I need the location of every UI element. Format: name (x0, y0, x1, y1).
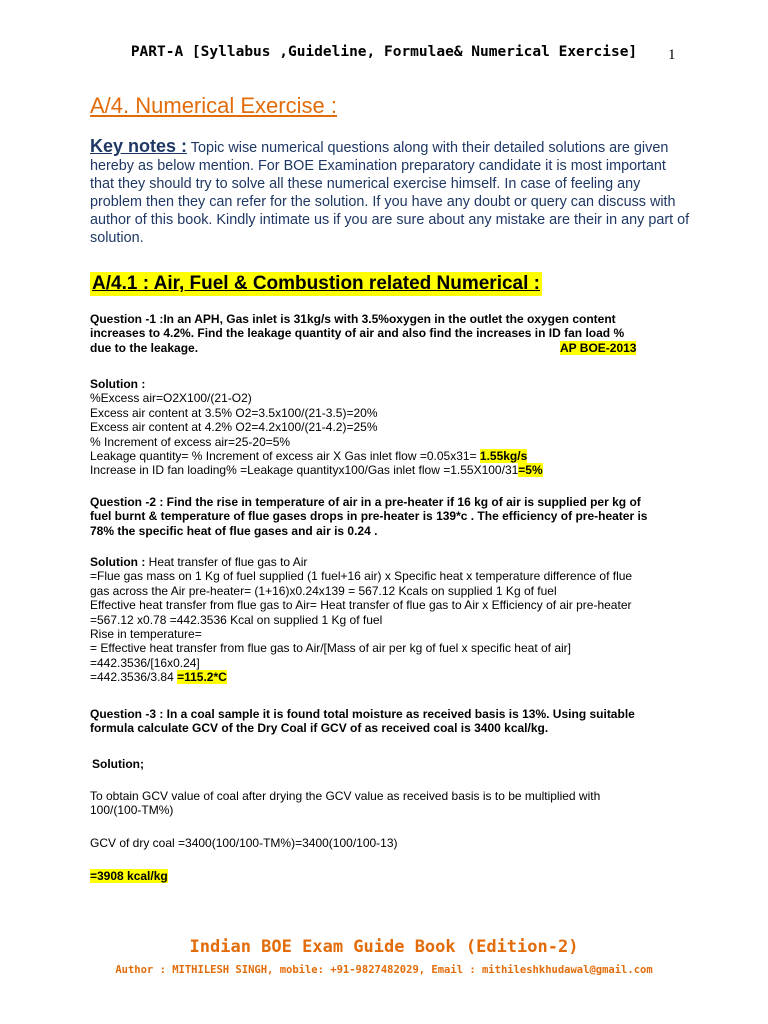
question-1-line: Question -1 :In an APH, Gas inlet is 31kg/s with 3.5%oxygen in the outlet the oxygen content (90, 312, 616, 326)
solution-2-first-line (90, 555, 690, 569)
solution-3-line: To obtain GCV value of coal after drying the GCV value as received basis is to be multiplied with (90, 789, 601, 803)
solution-2-line: Rise in temperature= (90, 627, 202, 642)
solution-2 (90, 555, 690, 685)
solution-3-gcv-line: GCV of dry coal =3400(100/100-TM%)=3400(100/100-13) (90, 836, 398, 850)
question-2 (90, 495, 690, 538)
solution-3-answer: =3908 kcal/kg (90, 869, 168, 883)
solution-2-line: =567.12 x0.78 =442.3536 Kcal on supplied 1 Kg of fuel (90, 612, 383, 627)
solution-1-leakage-answer: 1.55kg/s (479, 449, 528, 464)
solution-1-id-line (90, 463, 690, 477)
solution-2-line: = Effective heat transfer from flue gas to Air/[Mass of air per kg of fuel x specific heat of air] (90, 641, 572, 656)
solution-3-answer-line (90, 869, 690, 883)
solution-2-label: Solution : (90, 555, 146, 569)
question-3-line: formula calculate GCV of the Dry Coal if GCV of as received coal is 3400 kcal/kg. (90, 721, 549, 736)
solution-2-final-text: =442.3536/3.84 (90, 670, 178, 685)
solution-3-line: 100/(100-TM%) (90, 803, 174, 818)
solution-2-line: =442.3536/[16x0.24] (90, 655, 200, 670)
page-header: PART-A [Syllabus ,Guideline, Formulae& Numerical Exercise] (130, 44, 638, 60)
question-1 (90, 312, 690, 355)
key-notes-text: Topic wise numerical questions along with their detailed solutions are given hereby as below mention. For BOE Examination preparatory candidate it is most important that they should try to solve all these numerical exercise himself. In case of feeling any problem then they can refer for the solution. If you have any doubt or query can discuss with author of this book. Kindly intimate us if you are sure about any mistake are their in any part of solution. (90, 140, 690, 246)
key-notes-label: Key notes : (90, 136, 188, 156)
solution-1-line: % Increment of excess air=25-20=5% (90, 434, 291, 449)
section-title: A/4. Numerical Exercise : (90, 93, 337, 118)
solution-2-line: gas across the Air pre-heater= (1+16)x0.24x139 = 567.12 Kcals on supplied 1 Kg of fuel (90, 583, 557, 598)
solution-1-line: Excess air content at 4.2% O2=4.2x100/(21-4.2)=25% (90, 420, 378, 435)
question-2-line: fuel burnt & temperature of flue gases drops in pre-heater is 139*c . The efficiency of pre-heater is (90, 509, 648, 524)
solution-2-final-line (90, 670, 690, 684)
solution-1-leakage-text: Leakage quantity= % Increment of excess air X Gas inlet flow =0.05x31= (90, 449, 480, 464)
subsection-title: A/4.1 : Air, Fuel & Combustion related Numerical : (92, 273, 540, 294)
solution-2-final-answer: =115.2*C (177, 670, 227, 685)
question-2-line: Question -2 : Find the rise in temperature of air in a pre-heater if 16 kg of air is supplied per kg of (90, 495, 641, 509)
solution-3-label: Solution; (92, 757, 144, 771)
solution-1-id-text: Increase in ID fan loading% =Leakage quantityx100/Gas inlet flow =1.55X100/31 (90, 463, 519, 478)
question-2-line: 78% the specific heat of flue gases and air is 0.24 . (90, 523, 378, 538)
solution-1-label: Solution : (90, 377, 146, 391)
solution-1-line: %Excess air=O2X100/(21-O2) (90, 391, 252, 406)
footer-title: Indian BOE Exam Guide Book (Edition-2) (189, 937, 579, 957)
question-1-source: AP BOE-2013 (560, 340, 637, 355)
solution-2-first-text: Heat transfer of flue gas to Air (145, 555, 308, 569)
key-notes (90, 137, 690, 247)
question-1-line-text: due to the leakage. (90, 340, 199, 355)
solution-2-line: Effective heat transfer from flue gas to Air= Heat transfer of flue gas to Air x Efficiency of air pre-heater (90, 598, 632, 613)
question-1-line: increases to 4.2%. Find the leakage quantity of air and also find the increases in ID fan load % (90, 326, 625, 341)
question-3 (90, 707, 690, 736)
solution-1-line: Excess air content at 3.5% O2=3.5x100/(21-3.5)=20% (90, 405, 378, 420)
page-number: 1 (668, 47, 676, 63)
footer-author: Author : MITHILESH SINGH, mobile: +91-9827482029, Email : mithileshkhudawal@gmail.com (115, 964, 653, 976)
solution-3-paragraph (90, 789, 690, 818)
solution-1-id-answer: =5% (518, 463, 543, 478)
question-1-line (90, 341, 690, 355)
question-3-line: Question -3 : In a coal sample it is found total moisture as received basis is 13%. Using suitable (90, 707, 635, 721)
solution-1-leakage-line (90, 449, 690, 463)
solution-1 (90, 377, 690, 478)
solution-2-line: =Flue gas mass on 1 Kg of fuel supplied (1 fuel+16 air) x Specific heat x temperature difference of flue (90, 569, 633, 584)
